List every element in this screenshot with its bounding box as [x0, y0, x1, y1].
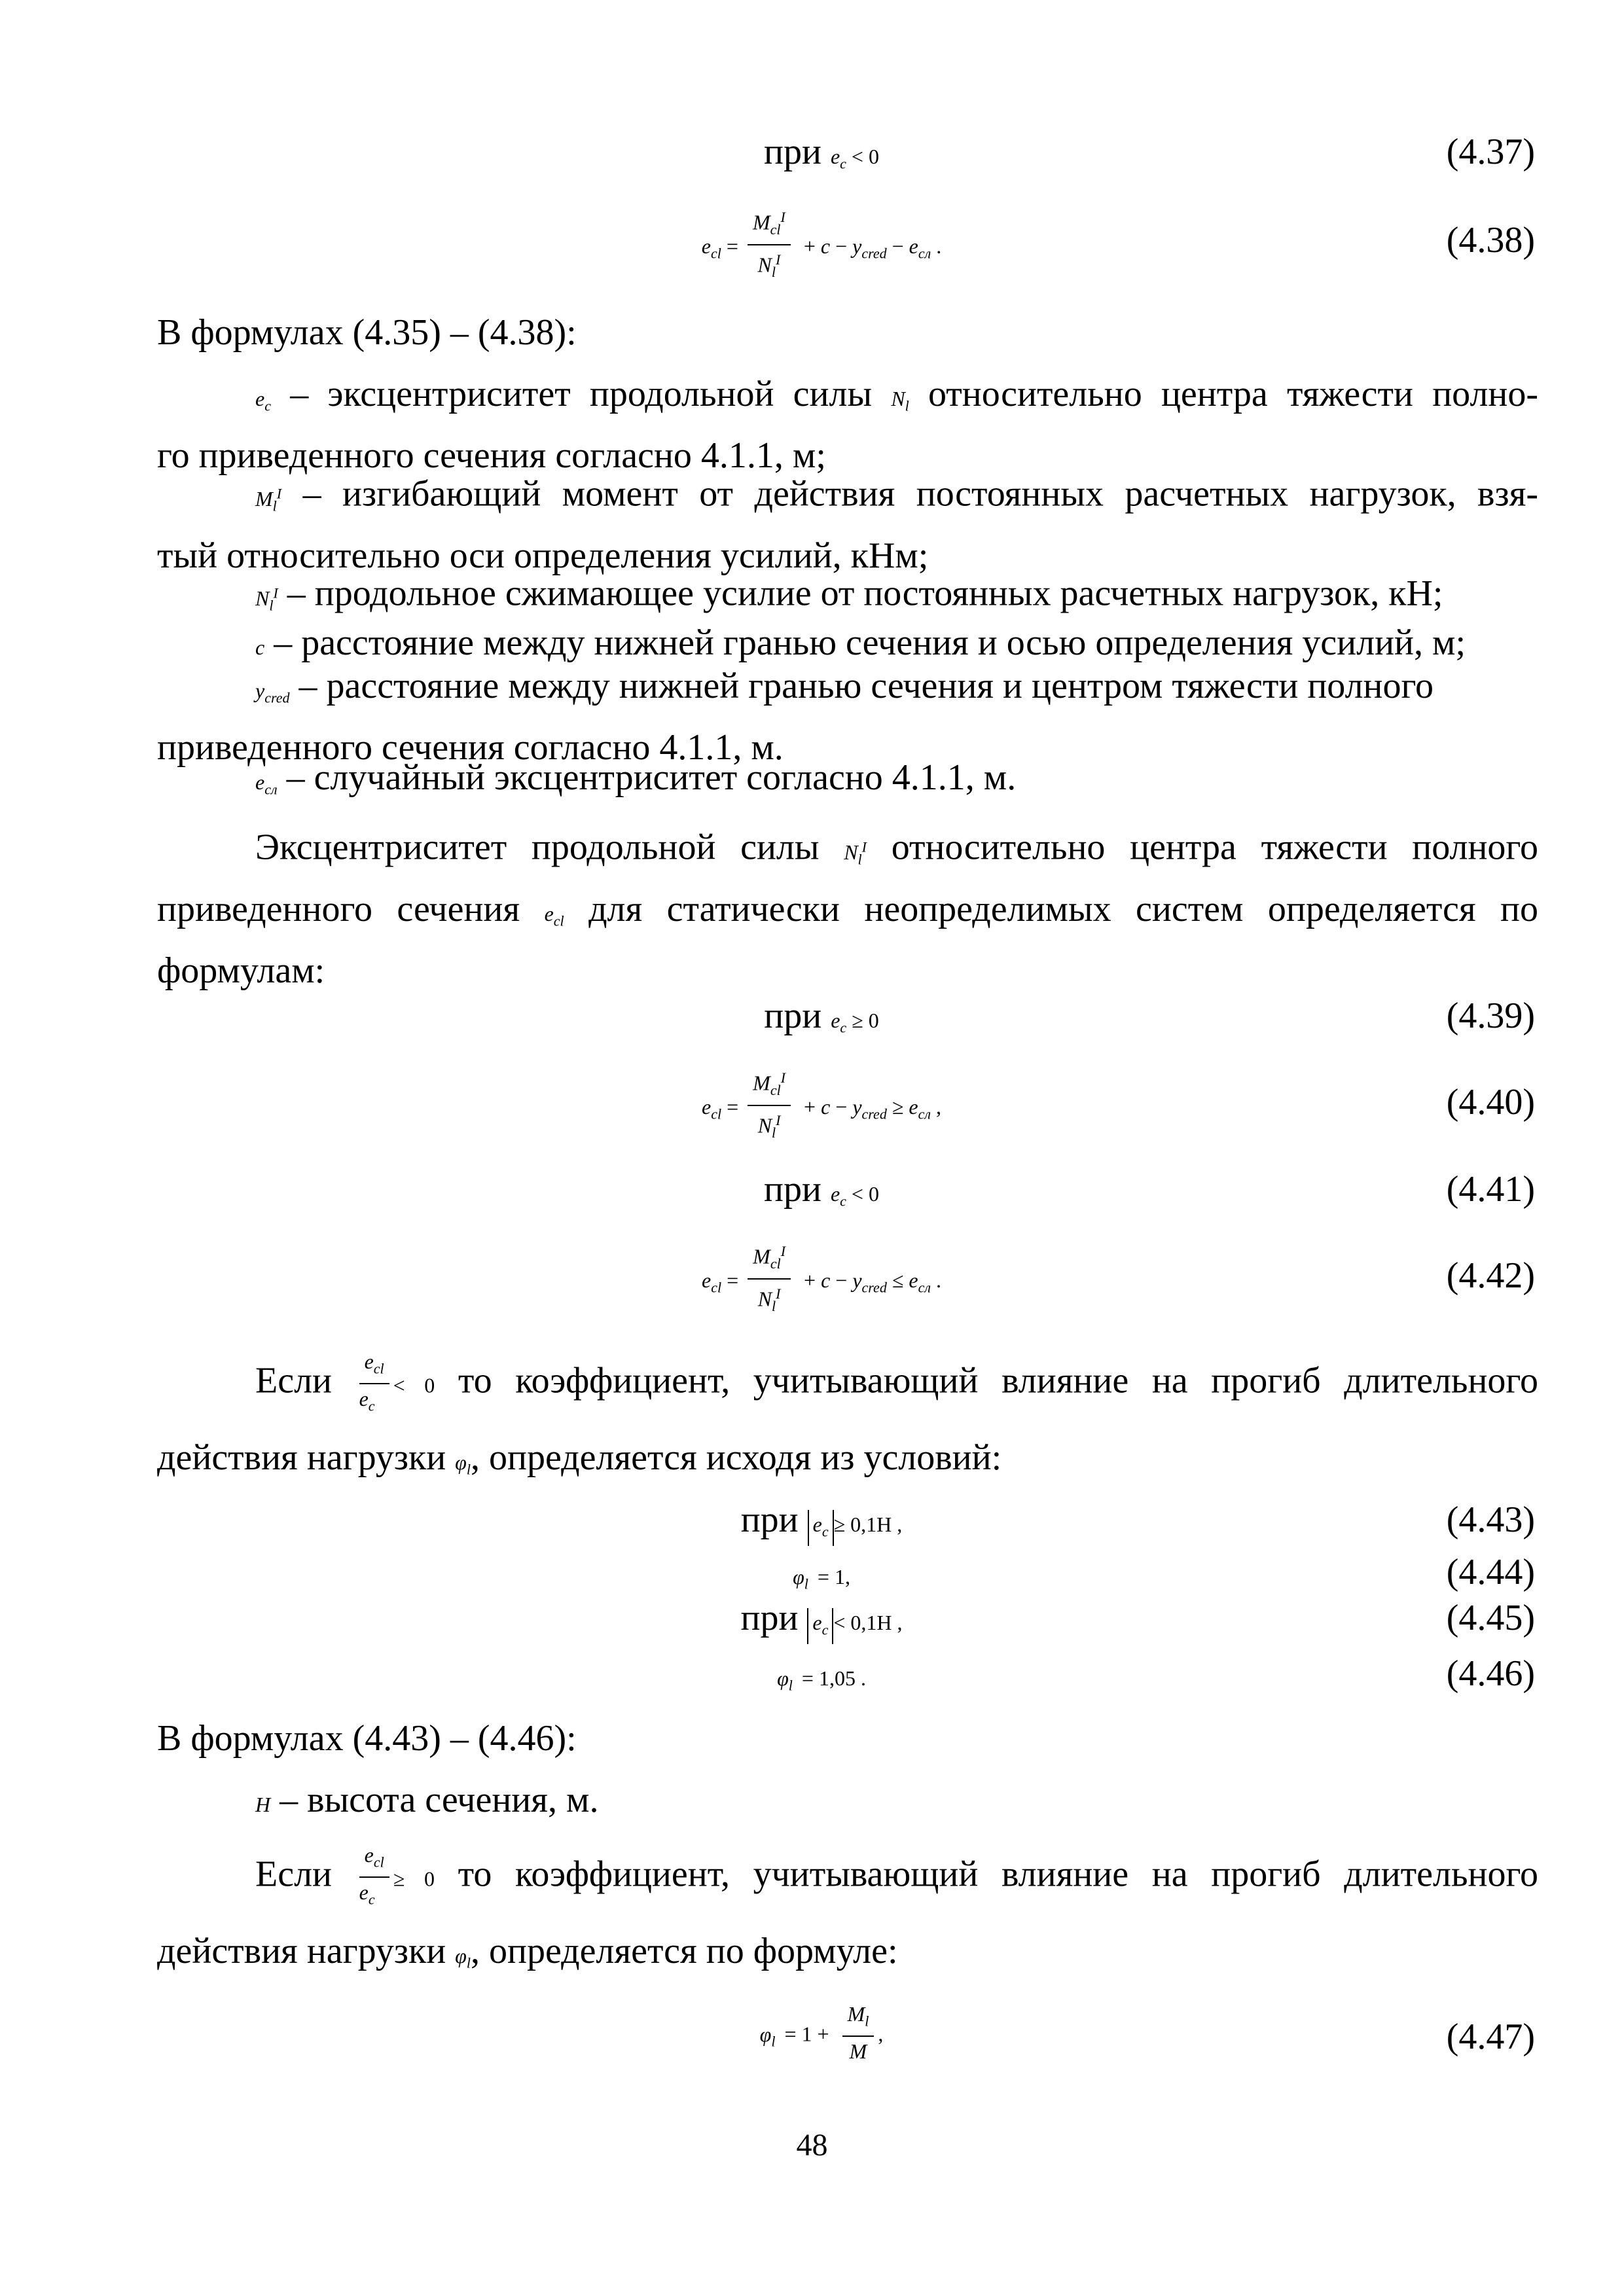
definition-ec: $e_c$ – эксцентриситет продольной силы $N_l$ относительно центра тяжести полно- го приведенного сечения согласно 4.1.1, м;: [157, 374, 1539, 476]
equation-4-42: $e_{cl}$ = $\frac{M_{cl}^I}{N_l^I}$ + $c - y_{cred} \le e_{сл}$ .: [157, 1237, 1486, 1321]
page-number: 48: [796, 2128, 828, 2162]
paragraph-if-positive: Если $\frac{e_{cl}}{e_c}$ ≥ 0 то коэффициент, учитывающий влияние на прогиб длительного действия нагрузки $\varphi_l$, определяется по формуле:: [157, 1840, 1538, 1988]
equation-4-44: $\varphi_l = 1$,: [793, 1565, 850, 1592]
definition-c: c – расстояние между нижней гранью сечения и осью определения усилий, м;: [255, 622, 1466, 663]
equation-number: (4.46): [1446, 1653, 1535, 1694]
equation-number: (4.45): [1446, 1598, 1535, 1638]
equation-number: (4.37): [1446, 132, 1535, 172]
equation-4-41: при $e_c < 0$: [764, 1169, 879, 1210]
equation-4-45: при $e_c < 0,1H$ ,: [157, 1597, 1486, 1644]
equation-4-43: при $e_c \ge 0,1H$ ,: [157, 1499, 1486, 1546]
definition-N: $N_l^I$ – продольное сжимающее усилие от постоянных расчетных нагрузок, кН;: [255, 573, 1443, 614]
definition-H: H – высота сечения, м.: [255, 1780, 599, 1820]
equation-number: (4.40): [1446, 1082, 1535, 1122]
paragraph-if-negative: Если $\frac{e_{cl}}{e_c}$ < 0 то коэффициент, учитывающий влияние на прогиб длительного действия нагрузки $\varphi_l$, определяется исходя из условий:: [157, 1347, 1538, 1494]
formulas-intro: В формулах (4.35) – (4.38):: [157, 312, 577, 353]
equation-number: (4.42): [1446, 1255, 1535, 1296]
equation-4-39: при $e_c \ge 0$: [764, 996, 879, 1036]
equation-number: (4.38): [1446, 220, 1535, 260]
equation-number: (4.39): [1446, 996, 1535, 1036]
formulas-intro-2: В формулах (4.43) – (4.46):: [157, 1718, 577, 1759]
equation-number: (4.44): [1446, 1552, 1535, 1592]
definition-M: $M_l^I$ – изгибающий момент от действия постоянных расчетных нагрузок, взя- тый относительно оси определения усилий, кНм;: [157, 473, 1539, 577]
equation-number: (4.43): [1446, 1499, 1535, 1540]
equation-4-38: $e_{cl}$ = $\frac{M_{cl}^I}{N_l^I}$ + $c - y_{cred} - e_{сл}$ .: [157, 203, 1486, 287]
equation-4-46: $\varphi_l = 1,05$ .: [777, 1666, 866, 1694]
equation-4-40: $e_{cl}$ = $\frac{M_{cl}^I}{N_l^I}$ + $c - y_{cred} \ge e_{сл}$ ,: [157, 1064, 1486, 1147]
definition-esl: $e_{сл}$ – случайный эксцентриситет согласно 4.1.1, м.: [255, 757, 1017, 798]
definition-y: $y_{cred}$ – расстояние между нижней гранью сечения и центром тяжести полного приведенного сечения согласно 4.1.1, м.: [157, 666, 1434, 768]
equation-4-37: при $e_c < 0$: [764, 132, 879, 172]
paragraph-eccentricity: Эксцентриситет продольной силы $N_l^I$ относительно центра тяжести полного приведенного сечения $e_{cl}$ для статически неопределимых систем определяется по формулам:: [157, 827, 1539, 992]
equation-number: (4.47): [1446, 2017, 1535, 2057]
equation-number: (4.41): [1446, 1169, 1535, 1210]
equation-4-47: $\varphi_l = 1$ + $\frac{M_l}{M}$ ,: [157, 2000, 1486, 2066]
